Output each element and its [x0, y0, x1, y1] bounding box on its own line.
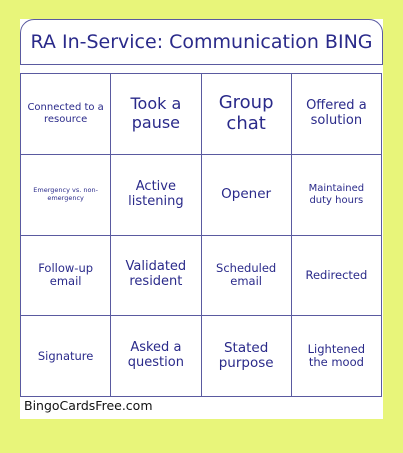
bingo-cell[interactable]: Lightened the mood: [292, 316, 382, 397]
bingo-cell[interactable]: Validated resident: [111, 236, 201, 317]
bingo-cell[interactable]: Active listening: [111, 155, 201, 236]
bingo-cell[interactable]: Connected to a resource: [21, 74, 111, 155]
bingo-cell[interactable]: Redirected: [292, 236, 382, 317]
bingo-cell[interactable]: Signature: [21, 316, 111, 397]
bingo-cell[interactable]: Maintained duty hours: [292, 155, 382, 236]
bingo-cell[interactable]: Took a pause: [111, 74, 201, 155]
title-box: [20, 19, 383, 65]
bingo-cell[interactable]: Emergency vs. non-emergency: [21, 155, 111, 236]
bingo-cell[interactable]: Offered a solution: [292, 74, 382, 155]
bingo-cell[interactable]: Stated purpose: [202, 316, 292, 397]
bingo-cell[interactable]: Follow-up email: [21, 236, 111, 317]
bingo-cell[interactable]: Group chat: [202, 74, 292, 155]
bingo-card: [20, 19, 383, 419]
bingo-cell[interactable]: Asked a question: [111, 316, 201, 397]
footer-site-credit: BingoCardsFree.com: [24, 398, 153, 413]
bingo-cell[interactable]: Opener: [202, 155, 292, 236]
bingo-grid: [20, 73, 382, 397]
card-title: RA In-Service: Communication BING: [30, 31, 373, 53]
bingo-cell[interactable]: Scheduled email: [202, 236, 292, 317]
